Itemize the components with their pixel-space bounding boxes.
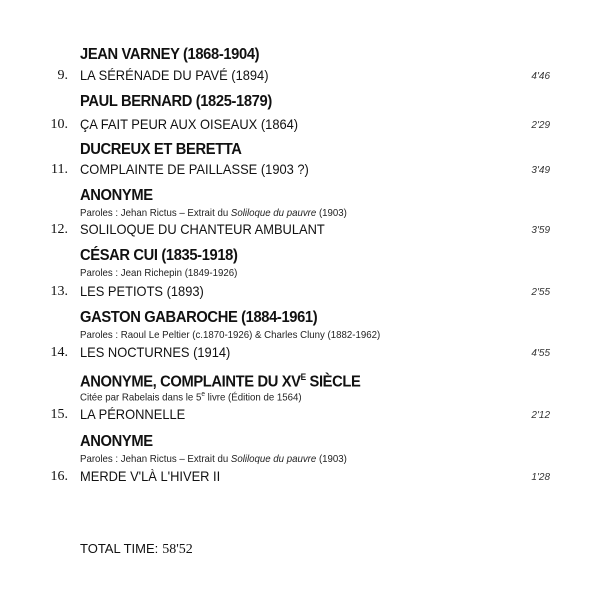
lyricist-credit: Paroles : Jehan Rictus – Extrait du Soliloque du pauvre (1903) xyxy=(80,207,347,219)
track-number: 15. xyxy=(50,407,68,422)
track-title: SOLILOQUE DU CHANTEUR AMBULANT xyxy=(80,221,325,237)
track-duration: 3'49 xyxy=(531,165,550,176)
composer-heading: CÉSAR CUI (1835-1918) xyxy=(80,247,238,264)
total-time-value: 58'52 xyxy=(162,542,193,557)
track-duration: 3'59 xyxy=(531,225,550,236)
total-time-label: TOTAL TIME: xyxy=(80,541,159,556)
track-number: 16. xyxy=(50,469,68,484)
composer-heading: DUCREUX ET BERETTA xyxy=(80,141,242,158)
composer-heading: ANONYME xyxy=(80,433,153,450)
track-duration: 4'46 xyxy=(531,71,550,82)
track-title: LES PETIOTS (1893) xyxy=(80,283,204,299)
track-title: LA SÉRÉNADE DU PAVÉ (1894) xyxy=(80,67,269,83)
composer-heading: ANONYME, COMPLAINTE DU $XV^E$ SIÈCLE xyxy=(80,372,361,391)
lyricist-credit: Paroles : Jehan Rictus – Extrait du Soliloque du pauvre (1903) xyxy=(80,453,347,465)
track-title: ÇA FAIT PEUR AUX OISEAUX (1864) xyxy=(80,116,299,132)
track-duration: 2'29 xyxy=(531,120,550,131)
track-number: 10. xyxy=(50,117,68,132)
track-duration: 1'28 xyxy=(531,472,550,483)
track-number: 11. xyxy=(51,162,68,177)
track-title: LA PÉRONNELLE xyxy=(80,406,186,422)
track-duration: 2'55 xyxy=(531,287,550,298)
composer-heading: JEAN VARNEY (1868-1904) xyxy=(80,46,260,63)
track-duration: 4'55 xyxy=(531,348,550,359)
track-title: COMPLAINTE DE PAILLASSE (1903 ?) xyxy=(80,161,309,177)
track-duration: 2'12 xyxy=(531,410,550,421)
lyricist-credit: Citée par Rabelais dans le 5e livre (Édition de 1564) xyxy=(80,391,302,404)
track-number: 12. xyxy=(50,222,68,237)
lyricist-credit: Paroles : Raoul Le Peltier (c.1870-1926) & Charles Cluny (1882-1962) xyxy=(80,329,381,341)
track-title: LES NOCTURNES (1914) xyxy=(80,344,231,360)
composer-heading: ANONYME xyxy=(80,187,153,204)
track-number: 13. xyxy=(50,284,68,299)
track-title: MERDE V'LÀ L'HIVER II xyxy=(80,468,221,484)
track-number: 9. xyxy=(57,68,68,83)
track-number: 14. xyxy=(50,345,68,360)
lyricist-credit: Paroles : Jean Richepin (1849-1926) xyxy=(80,267,238,279)
composer-heading: PAUL BERNARD (1825-1879) xyxy=(80,93,272,110)
total-time xyxy=(80,541,193,558)
composer-heading: GASTON GABAROCHE (1884-1961) xyxy=(80,309,318,326)
